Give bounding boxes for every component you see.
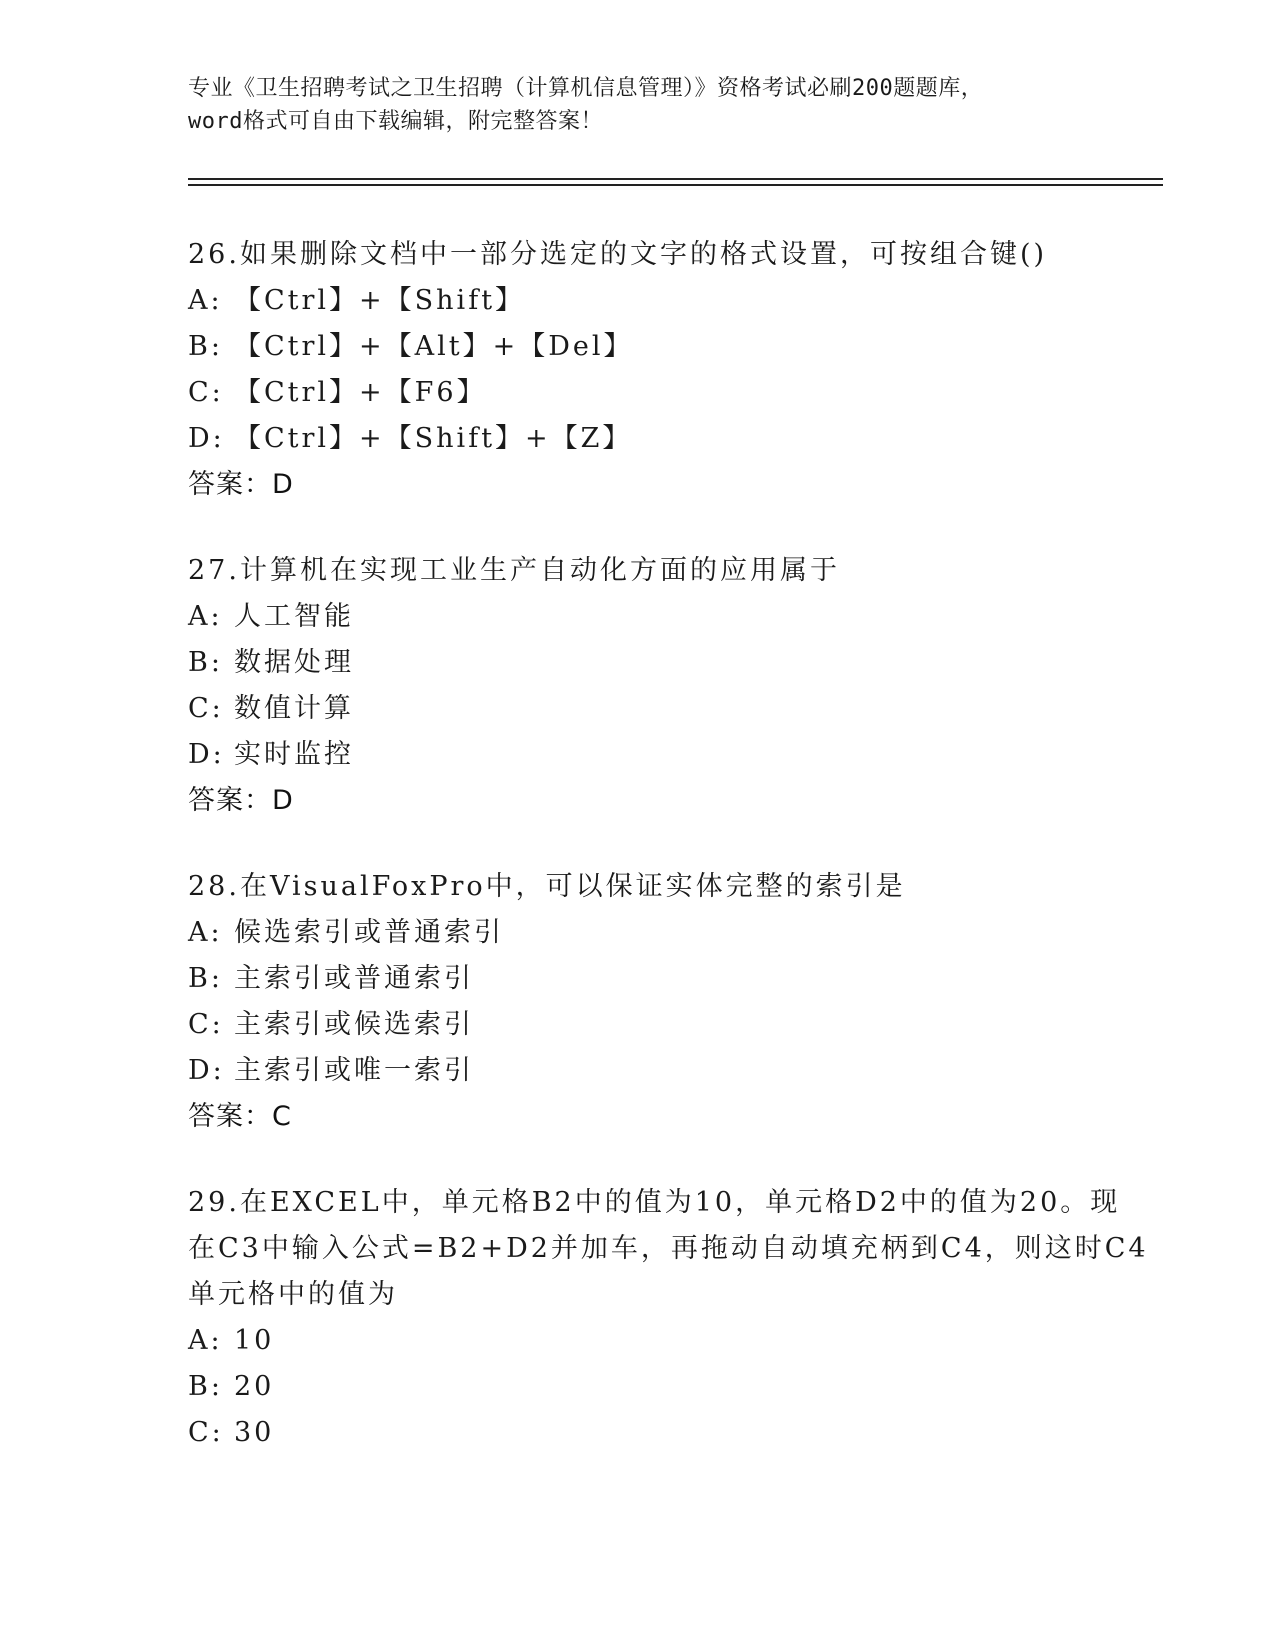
question-stem-line-1: 29.在EXCEL中，单元格B2中的值为10，单元格D2中的值为20。现 bbox=[188, 1187, 1121, 1218]
option-key: D: bbox=[188, 739, 225, 770]
option-b bbox=[188, 1364, 1088, 1410]
question-26 bbox=[188, 232, 1088, 508]
option-text: 【Ctrl】+【F6】 bbox=[234, 377, 487, 408]
option-text: 候选索引或普通索引 bbox=[234, 917, 504, 948]
option-text: 数据处理 bbox=[234, 647, 354, 678]
option-c bbox=[188, 1410, 1088, 1456]
header-line-1: 专业《卫生招聘考试之卫生招聘（计算机信息管理）》资格考试必刷200题题库， bbox=[188, 76, 984, 101]
answer-line: 答案：C bbox=[188, 1101, 292, 1132]
question-stem-line-3: 单元格中的值为 bbox=[188, 1279, 398, 1310]
option-c bbox=[188, 370, 1088, 416]
header-divider-bottom bbox=[188, 184, 1163, 186]
option-text: 主索引或候选索引 bbox=[234, 1009, 474, 1040]
header-line-2: word格式可自由下载编辑，附完整答案！ bbox=[188, 109, 603, 134]
question-stem: 28.在VisualFoxPro中，可以保证实体完整的索引是 bbox=[188, 871, 906, 902]
option-key: B: bbox=[188, 647, 223, 678]
header-divider-top bbox=[188, 178, 1163, 180]
option-key: B: bbox=[188, 1371, 223, 1402]
answer-line: 答案：D bbox=[188, 469, 294, 500]
option-d bbox=[188, 732, 1088, 778]
question-list bbox=[188, 232, 1149, 1496]
option-key: D: bbox=[188, 423, 225, 454]
option-key: C: bbox=[188, 1009, 224, 1040]
option-key: C: bbox=[188, 377, 224, 408]
answer-line: 答案：D bbox=[188, 785, 294, 816]
option-key: A: bbox=[188, 1325, 223, 1356]
option-a bbox=[188, 1318, 1088, 1364]
option-text: 主索引或普通索引 bbox=[234, 963, 474, 994]
option-key: D: bbox=[188, 1055, 225, 1086]
option-b bbox=[188, 640, 1088, 686]
option-key: B: bbox=[188, 963, 223, 994]
option-c bbox=[188, 686, 1088, 732]
question-29 bbox=[188, 1180, 1149, 1456]
option-c bbox=[188, 1002, 1088, 1048]
option-text: 主索引或唯一索引 bbox=[234, 1055, 474, 1086]
option-d bbox=[188, 1048, 1088, 1094]
document-header bbox=[188, 72, 1108, 138]
option-key: C: bbox=[188, 693, 224, 724]
option-a bbox=[188, 594, 1088, 640]
option-text: 实时监控 bbox=[234, 739, 354, 770]
option-key: A: bbox=[188, 601, 223, 632]
option-a bbox=[188, 278, 1088, 324]
option-text: 10 bbox=[234, 1325, 275, 1356]
option-b bbox=[188, 324, 1088, 370]
option-key: A: bbox=[188, 285, 223, 316]
option-text: 数值计算 bbox=[234, 693, 354, 724]
option-key: C: bbox=[188, 1417, 224, 1448]
option-text: 20 bbox=[234, 1371, 275, 1402]
option-key: A: bbox=[188, 917, 223, 948]
question-stem-line-2: 在C3中输入公式=B2+D2并加车，再拖动自动填充柄到C4，则这时C4 bbox=[188, 1233, 1149, 1264]
option-d bbox=[188, 416, 1088, 462]
option-text: 【Ctrl】+【Shift】+【Z】 bbox=[234, 423, 633, 454]
question-27 bbox=[188, 548, 1088, 824]
question-28 bbox=[188, 864, 1088, 1140]
option-text: 【Ctrl】+【Shift】 bbox=[234, 285, 526, 316]
option-text: 30 bbox=[234, 1417, 275, 1448]
question-stem: 27.计算机在实现工业生产自动化方面的应用属于 bbox=[188, 555, 840, 586]
option-key: B: bbox=[188, 331, 223, 362]
option-a bbox=[188, 910, 1088, 956]
question-stem: 26.如果删除文档中一部分选定的文字的格式设置，可按组合键() bbox=[188, 239, 1048, 270]
option-b bbox=[188, 956, 1088, 1002]
option-text: 人工智能 bbox=[234, 601, 354, 632]
option-text: 【Ctrl】+【Alt】+【Del】 bbox=[234, 331, 634, 362]
